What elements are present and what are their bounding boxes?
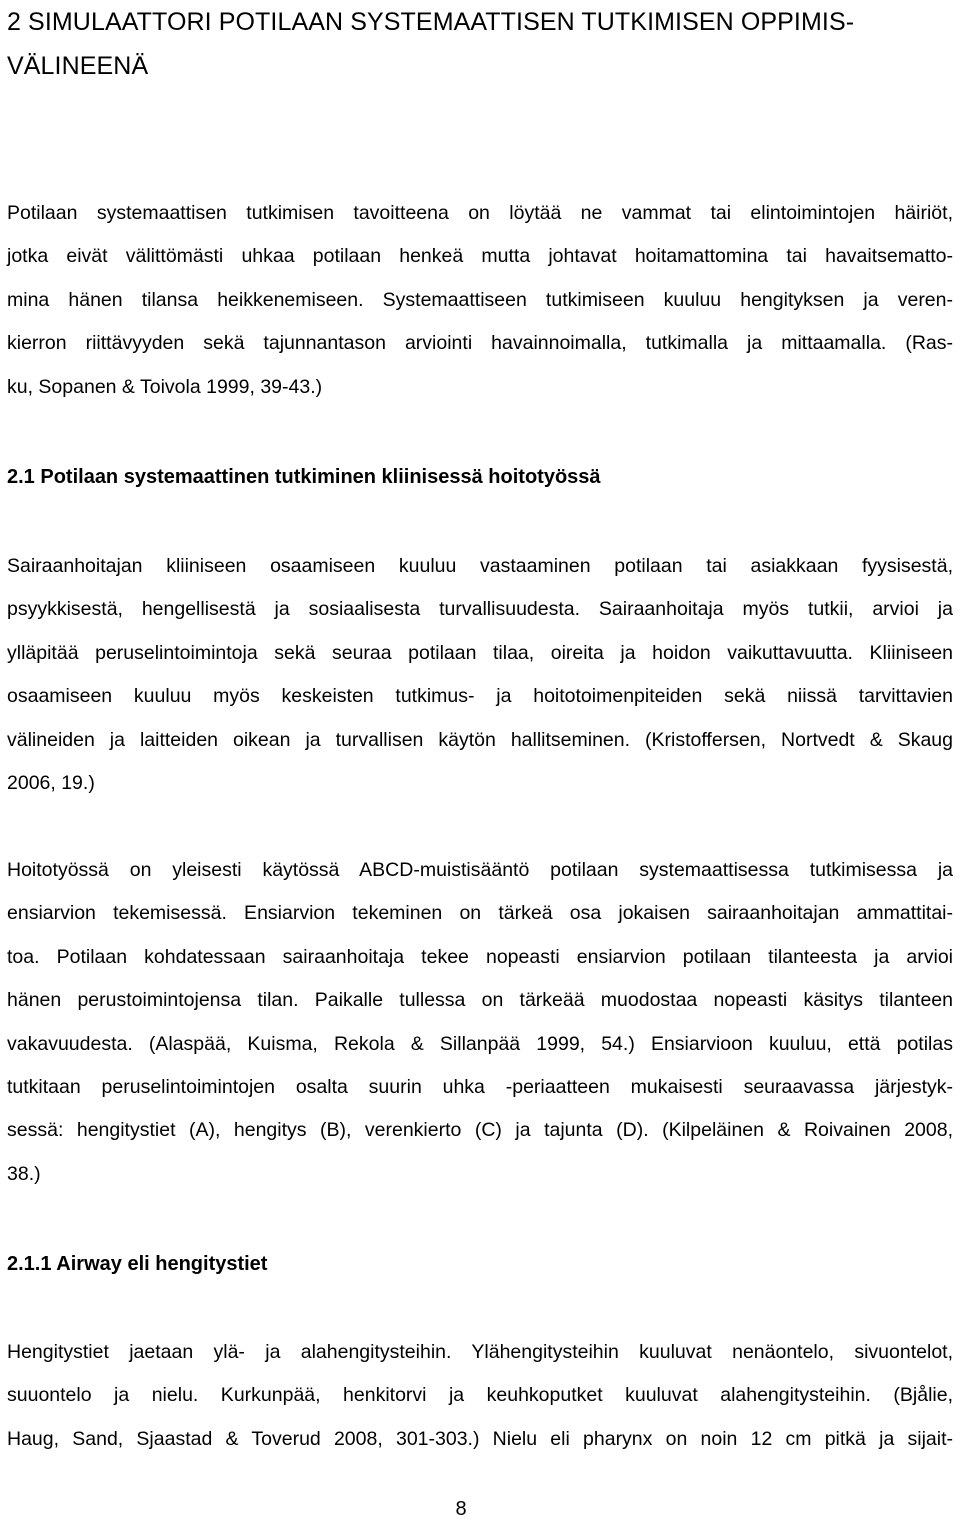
paragraph-line: ylläpitää peruselintoimintoja sekä seuraa potilaan tilaa, oireita ja hoidon vaikuttavuutta. Kliiniseen — [7, 641, 953, 664]
paragraph-line: osaamiseen kuuluu myös keskeisten tutkimus- ja hoitotoimenpiteiden sekä niissä tarvittavien — [7, 685, 953, 708]
abcd-paragraph — [7, 849, 953, 1196]
paragraph-line: psyykkisestä, hengellisestä ja sosiaalisesta turvallisuudesta. Sairaanhoitaja myös tutkii, arvioi ja — [7, 598, 953, 621]
paragraph-line: 38.) — [7, 1162, 41, 1185]
paragraph-line: kierron riittävyyden sekä tajunnantason arviointi havainnoimalla, tutkimalla ja mittaamalla. (Ras- — [7, 332, 953, 355]
paragraph-line: Potilaan systemaattisen tutkimisen tavoitteena on löytää ne vammat tai elintoimintojen häiriöt, — [7, 202, 953, 224]
paragraph-line: ku, Sopanen & Toivola 1999, 39-43.) — [7, 375, 323, 398]
paragraph-line: Sairaanhoitajan kliiniseen osaamiseen kuuluu vastaaminen potilaan tai asiakkaan fyysisestä, — [7, 555, 953, 577]
paragraph-line: suuontelo ja nielu. Kurkunpää, henkitorvi ja keuhkoputket kuuluvat alahengitysteihin. (Bjålie, — [7, 1384, 953, 1407]
section-heading-2-1: 2.1 Potilaan systemaattinen tutkiminen kliinisessä hoitotyössä — [7, 466, 601, 488]
paragraph-line: hänen perustoimintojensa tilan. Paikalle tullessa on tärkeää muodostaa nopeasti käsitys tilanteen — [7, 989, 953, 1012]
paragraph-line: ensiarvion tekemisessä. Ensiarvion tekeminen on tärkeä osa jokaisen sairaanhoitajan ammattitai- — [7, 902, 953, 925]
paragraph-line: Haug, Sand, Sjaastad & Toverud 2008, 301-303.) Nielu eli pharynx on noin 12 cm pitkä ja sijait- — [7, 1427, 953, 1450]
page-number: 8 — [455, 1498, 467, 1520]
paragraph-line: jotka eivät välittömästi uhkaa potilaan henkeä mutta johtavat hoitamattomina tai havaitsematto- — [7, 245, 953, 268]
paragraph-line: 2006, 19.) — [7, 772, 95, 795]
airway-paragraph — [7, 1331, 953, 1461]
intro-paragraph — [7, 192, 953, 409]
chapter-heading-line: 2 SIMULAATTORI POTILAAN SYSTEMAATTISEN TUTKIMISEN OPPIMIS- — [7, 8, 855, 36]
paragraph-line: Hoitotyössä on yleisesti käytössä ABCD-muistisääntö potilaan systemaattisessa tutkimisessa ja — [7, 859, 953, 881]
section-heading-2-1-1: 2.1.1 Airway eli hengitystiet — [7, 1253, 268, 1275]
chapter-heading — [7, 0, 953, 88]
paragraph-line: Hengitystiet jaetaan ylä- ja alahengitysteihin. Ylähengitysteihin kuuluvat nenäontelo, sivuontelot, — [7, 1341, 953, 1363]
paragraph-line: sessä: hengitystiet (A), hengitys (B), verenkierto (C) ja tajunta (D). (Kilpeläinen & Roivainen 2008, — [7, 1119, 953, 1142]
paragraph-line: tutkitaan peruselintoimintojen osalta suurin uhka -periaatteen mukaisesti seuraavassa järjestyk- — [7, 1076, 953, 1099]
paragraph-line: välineiden ja laitteiden oikean ja turvallisen käytön hallitseminen. (Kristoffersen, Nortvedt & Skaug — [7, 728, 953, 751]
paragraph-line: vakavuudesta. (Alaspää, Kuisma, Rekola & Sillanpää 1999, 54.) Ensiarvioon kuuluu, että potilas — [7, 1032, 953, 1055]
chapter-heading-line: VÄLINEENÄ — [7, 52, 149, 80]
paragraph-line: mina hänen tilansa heikkenemiseen. Systemaattiseen tutkimiseen kuuluu hengityksen ja veren- — [7, 288, 953, 311]
clinical-competence-paragraph — [7, 545, 953, 805]
paragraph-line: toa. Potilaan kohdatessaan sairaanhoitaja tekee nopeasti ensiarvion potilaan tilanteesta ja arvioi — [7, 945, 953, 968]
